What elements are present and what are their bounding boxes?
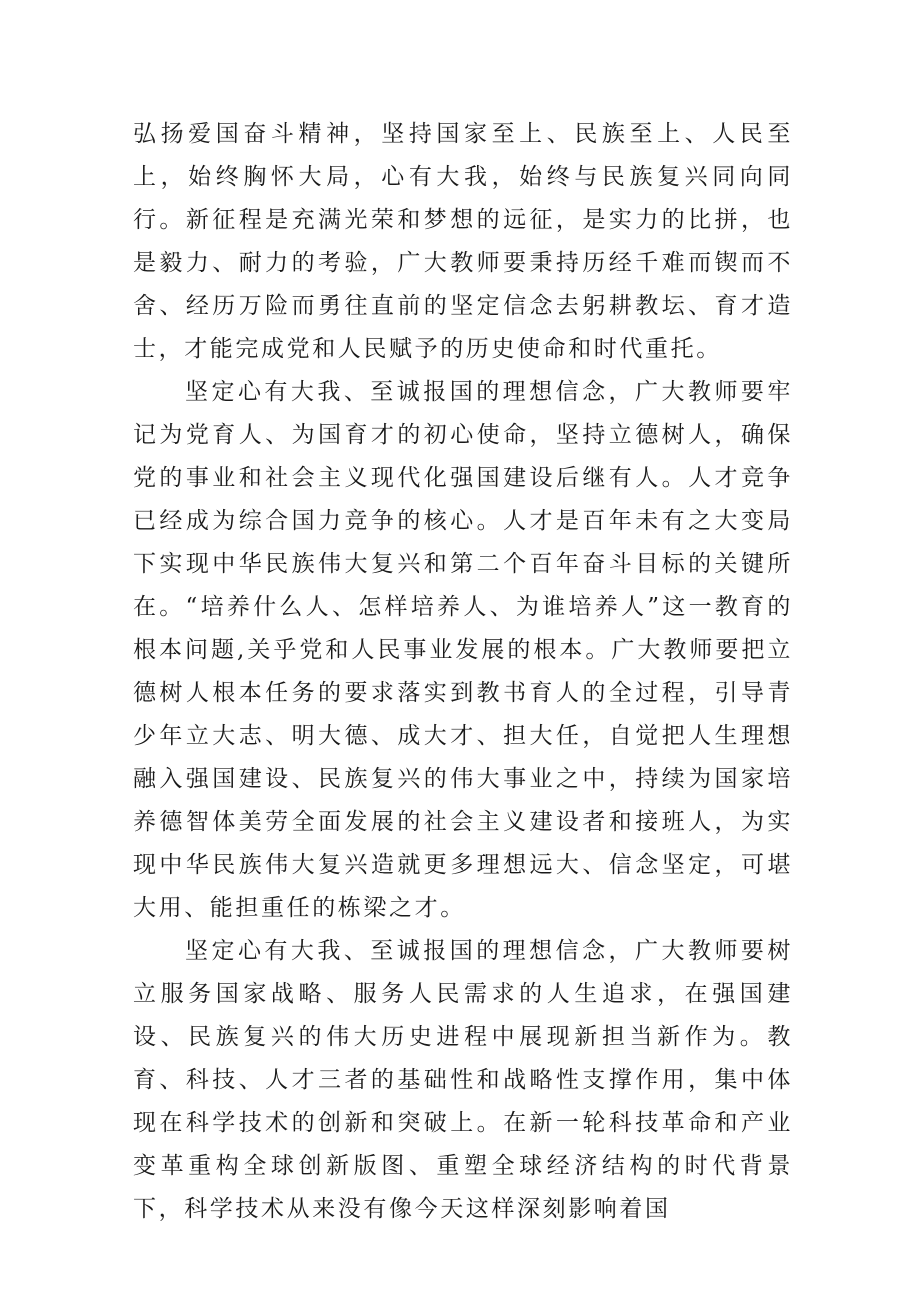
paragraph-ideal-belief-service: 坚定心有大我、至诚报国的理想信念，广大教师要树立服务国家战略、服务人民需求的人生追求，在强国建设、民族复兴的伟大历史进程中展现新担当新作为。教育、科技、人才三者的基础性和战略性支撑作用，集中体现在科学技术的创新和突破上。在新一轮科技革命和产业变革重构全球创新版图、重塑全球经济结构的时代背景下，科学技术从来没有像今天这样深刻影响着国 xyxy=(133,938,793,1222)
paragraph-ideal-belief-education: 坚定心有大我、至诚报国的理想信念，广大教师要牢记为党育人、为国育才的初心使命，坚持立德树人，确保党的事业和社会主义现代化强国建设后继有人。人才竞争已经成为综合国力竞争的核心。人才是百年未有之大变局下实现中华民族伟大复兴和第二个百年奋斗目标的关键所在。“培养什么人、怎样培养人、为谁培养人”这一教育的根本问题,关乎党和人民事业发展的根本。广大教师要把立德树人根本任务的要求落实到教书育人的全过程，引导青少年立大志、明大德、成大才、担大任，自觉把人生理想融入强国建设、民族复兴的伟大事业之中，持续为国家培养德智体美劳全面发展的社会主义建设者和接班人，为实现中华民族伟大复兴造就更多理想远大、信念坚定，可堪大用、能担重任的栋梁之才。 xyxy=(133,379,793,921)
document-body xyxy=(133,113,793,1231)
paragraph-continuation: 弘扬爱国奋斗精神，坚持国家至上、民族至上、人民至上，始终胸怀大局，心有大我，始终与民族复兴同向同行。新征程是充满光荣和梦想的远征，是实力的比拼，也是毅力、耐力的考验，广大教师要秉持历经千难而锲而不舍、经历万险而勇往直前的坚定信念去躬耕教坛、育才造士，才能完成党和人民赋予的历史使命和时代重托。 xyxy=(133,121,793,362)
